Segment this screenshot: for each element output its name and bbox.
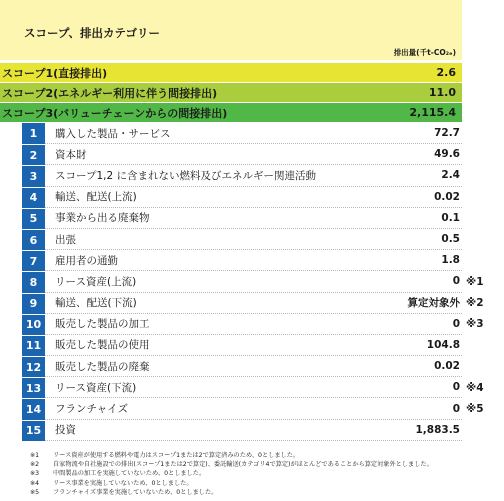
category-value: 0 (452, 317, 460, 330)
footnote-mark: ※1 (30, 452, 40, 459)
footnote-mark: ※2 (30, 461, 40, 469)
category-cell (45, 144, 462, 165)
category-value: 0 (452, 275, 460, 288)
category-number: 6 (22, 229, 45, 250)
category-label: 販売した製品の廃棄 (55, 360, 150, 373)
footnote-text: リース事業を実施していないため、0としました。 (53, 479, 193, 487)
category-number: 3 (22, 165, 45, 186)
category-value: 1.8 (441, 254, 460, 267)
scope-value: 2,115.4 (409, 106, 456, 119)
category-label: 販売した製品の加工 (55, 318, 150, 331)
table-row (22, 165, 492, 186)
category-value: 算定対象外 (407, 297, 460, 310)
footnote-text: リース資産が使用する燃料や電力はスコープ1または2で算定済みのため、0としました。 (53, 452, 300, 459)
table-row (22, 144, 492, 165)
scope-label: スコープ2(エネルギー利用に伴う間接排出) (2, 86, 218, 100)
category-cell (45, 293, 462, 314)
table-row (22, 293, 492, 314)
category-cell (45, 250, 462, 271)
footnote-text: 中間製品の加工を実施していないため、0としました。 (53, 470, 206, 478)
category-note: ※1 (466, 275, 484, 288)
table-row (22, 314, 492, 335)
category-number: 14 (22, 398, 45, 419)
category-number: 10 (22, 314, 45, 335)
table-row (22, 250, 492, 271)
category-number: 13 (22, 377, 45, 398)
category-label: 資本財 (55, 148, 87, 161)
category-label: 投資 (55, 424, 76, 437)
category-number: 4 (22, 187, 45, 208)
category-label: リース資産(上流) (55, 275, 137, 288)
category-value: 0.5 (441, 233, 460, 246)
category-label: 輸送、配送(下流) (55, 297, 137, 310)
category-cell (45, 377, 462, 398)
table-row (22, 187, 492, 208)
table-row (22, 208, 492, 229)
category-label: 販売した製品の使用 (55, 339, 150, 352)
category-label: フランチャイズ (55, 403, 129, 416)
table-row (22, 229, 492, 250)
category-label: 購入した製品・サービス (55, 127, 171, 140)
category-cell (45, 398, 462, 419)
table-row (22, 271, 492, 292)
category-cell (45, 165, 462, 186)
footnote (30, 460, 500, 469)
footnote (30, 479, 500, 488)
footnote-text: フランチャイズ事業を実施していないため、0としました。 (53, 488, 218, 496)
category-number: 8 (22, 271, 45, 292)
category-value: 1,883.5 (415, 423, 460, 436)
scope-2-row (0, 83, 462, 102)
footnote (30, 451, 500, 460)
category-value: 0.02 (434, 360, 460, 373)
category-note: ※3 (466, 318, 484, 331)
scope-value: 11.0 (428, 86, 456, 99)
scope-label: スコープ1(直接排出) (2, 66, 108, 80)
category-cell (45, 229, 462, 250)
table-row (22, 377, 492, 398)
scope-3-category-list (22, 123, 492, 441)
table-row (22, 356, 492, 377)
category-cell (45, 420, 462, 441)
footnote-mark: ※4 (30, 479, 40, 487)
scope-3-row (0, 103, 462, 122)
category-value: 49.6 (434, 148, 460, 161)
footnote-text: 自家物流や自社施設での排出(スコープ1または2で算定)、委託輸送(カテゴリ4で算定)がほとんどであることから算定対象外としました。 (53, 461, 433, 469)
category-value: 0.02 (434, 190, 460, 203)
footnote (30, 469, 500, 478)
table-row (22, 398, 492, 419)
footnote-mark: ※3 (30, 470, 40, 478)
category-number: 12 (22, 356, 45, 377)
footnotes (30, 451, 500, 497)
category-note: ※5 (466, 403, 484, 416)
category-label: 雇用者の通勤 (55, 254, 118, 267)
category-value: 0 (452, 402, 460, 415)
scope-value: 2.6 (436, 66, 456, 79)
category-cell (45, 208, 462, 229)
category-cell (45, 356, 462, 377)
category-number: 15 (22, 420, 45, 441)
category-cell (45, 271, 462, 292)
category-number: 2 (22, 144, 45, 165)
category-number: 11 (22, 335, 45, 356)
category-label: スコープ1,2 に含まれない燃料及びエネルギー関連活動 (55, 169, 317, 182)
table-row (22, 420, 492, 441)
category-cell (45, 187, 462, 208)
category-value: 2.4 (441, 169, 460, 182)
footnote-mark: ※5 (30, 488, 40, 496)
category-value: 0 (452, 381, 460, 394)
emissions-unit-label: 排出量(千t-CO₂ₑ) (393, 48, 456, 57)
category-number: 1 (22, 123, 45, 144)
table-row (22, 335, 492, 356)
table-row (22, 123, 492, 144)
category-note: ※2 (466, 297, 484, 310)
category-value: 0.1 (441, 211, 460, 224)
scope-1-row (0, 63, 462, 82)
category-cell (45, 123, 462, 144)
category-note: ※4 (466, 381, 484, 394)
category-label: 輸送、配送(上流) (55, 191, 137, 204)
category-label: 事業から出る廃棄物 (55, 212, 150, 225)
category-cell (45, 335, 462, 356)
table-title: スコープ、排出カテゴリー (24, 26, 161, 40)
category-number: 9 (22, 293, 45, 314)
category-label: 出張 (55, 233, 76, 246)
category-number: 5 (22, 208, 45, 229)
category-number: 7 (22, 250, 45, 271)
table-header (0, 0, 462, 60)
category-cell (45, 314, 462, 335)
footnote (30, 488, 500, 497)
category-value: 104.8 (426, 338, 460, 351)
category-value: 72.7 (434, 127, 460, 140)
category-label: リース資産(下流) (55, 381, 137, 394)
scope-label: スコープ3(バリューチェーンからの間接排出) (2, 106, 228, 120)
